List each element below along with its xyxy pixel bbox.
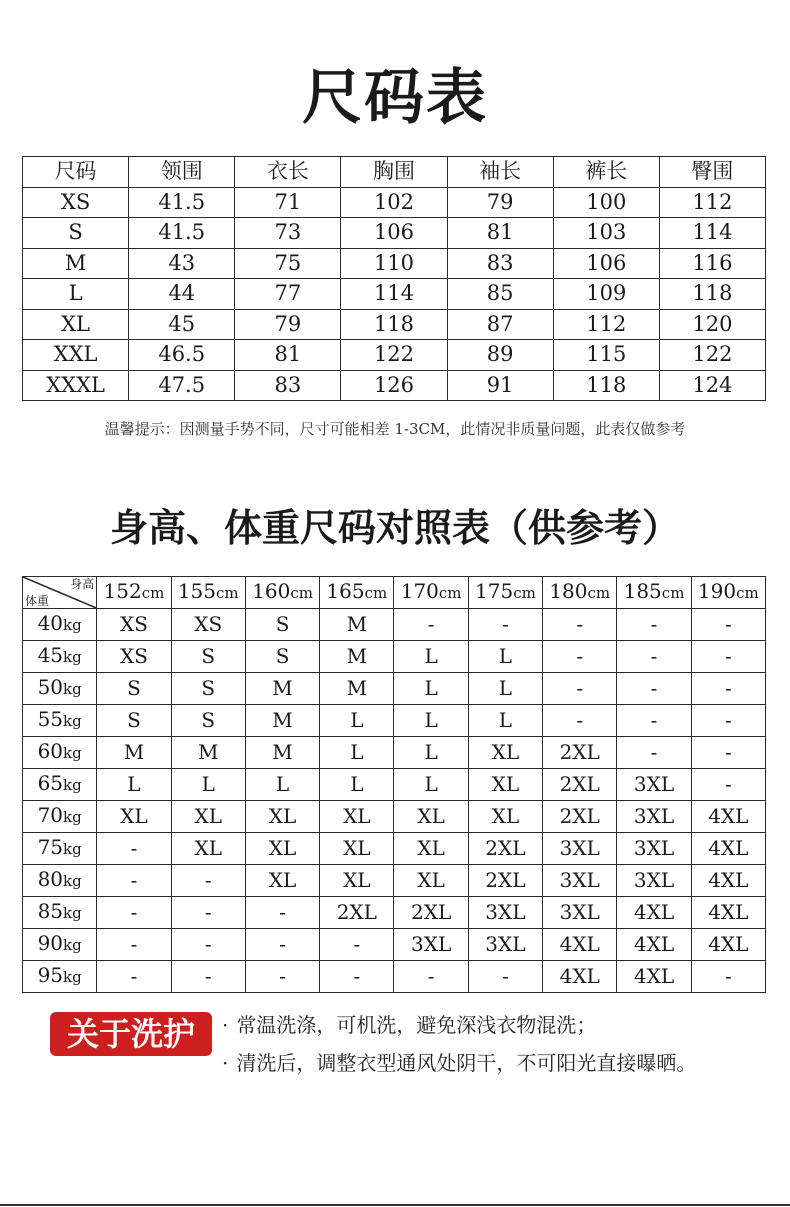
size-table-cell: 114 xyxy=(659,218,765,249)
size-cell: M xyxy=(245,705,319,737)
size-cell: 2XL xyxy=(468,833,542,865)
height-header-cell xyxy=(691,577,765,609)
size-cell: XL xyxy=(468,801,542,833)
weight-value: 75 xyxy=(37,835,64,859)
height-value: 152 xyxy=(103,579,142,603)
height-unit: cm xyxy=(364,584,388,602)
size-cell: S xyxy=(245,609,319,641)
size-cell: L xyxy=(394,673,468,705)
weight-unit: kg xyxy=(63,840,82,858)
size-table-cell: 91 xyxy=(447,370,553,401)
height-weight-table xyxy=(22,576,766,993)
size-cell: L xyxy=(468,641,542,673)
size-cell: 2XL xyxy=(543,737,617,769)
size-table-header-cell: 尺码 xyxy=(23,157,129,188)
size-cell: L xyxy=(468,705,542,737)
size-cell: - xyxy=(320,961,394,993)
size-cell: - xyxy=(691,609,765,641)
size-cell: L xyxy=(320,705,394,737)
weight-unit: kg xyxy=(63,776,82,794)
size-table-cell: 115 xyxy=(553,340,659,371)
size-table-cell: 47.5 xyxy=(129,370,235,401)
height-value: 185 xyxy=(623,579,662,603)
size-cell: XL xyxy=(171,801,245,833)
size-table-cell: 118 xyxy=(341,309,447,340)
size-cell: XL xyxy=(245,833,319,865)
height-value: 155 xyxy=(177,579,217,603)
weight-unit: kg xyxy=(63,968,82,986)
size-cell: 2XL xyxy=(543,801,617,833)
ref-table-row xyxy=(23,705,766,737)
size-table-cell: 122 xyxy=(341,340,447,371)
size-table-cell: XL xyxy=(23,309,129,340)
size-cell: XL xyxy=(394,865,468,897)
ref-table-row xyxy=(23,641,766,673)
weight-unit: kg xyxy=(63,616,82,634)
size-table-cell: 83 xyxy=(447,248,553,279)
size-table-header-cell: 袖长 xyxy=(447,157,553,188)
size-cell: - xyxy=(543,609,617,641)
size-cell: L xyxy=(171,769,245,801)
size-cell: - xyxy=(394,961,468,993)
height-value: 170 xyxy=(400,579,439,603)
size-cell: - xyxy=(691,641,765,673)
size-cell: - xyxy=(543,705,617,737)
size-table-cell: 44 xyxy=(129,279,235,310)
size-cell: - xyxy=(617,609,691,641)
care-badge: 关于洗护 xyxy=(50,1012,212,1056)
ref-table-header-row xyxy=(23,577,766,609)
size-cell: 3XL xyxy=(394,929,468,961)
height-unit: cm xyxy=(141,584,165,602)
size-table-cell: 106 xyxy=(553,248,659,279)
size-cell: XS xyxy=(97,641,171,673)
size-cell: 4XL xyxy=(691,897,765,929)
height-unit: cm xyxy=(438,584,462,602)
weight-cell xyxy=(23,609,97,641)
weight-cell xyxy=(23,641,97,673)
size-cell: 3XL xyxy=(543,833,617,865)
size-cell: S xyxy=(97,673,171,705)
size-cell: 3XL xyxy=(617,833,691,865)
size-cell: 4XL xyxy=(691,865,765,897)
size-table-cell: 73 xyxy=(235,218,341,249)
size-table-header-cell: 胸围 xyxy=(341,157,447,188)
weight-value: 85 xyxy=(37,899,64,923)
size-cell: - xyxy=(171,865,245,897)
size-cell: S xyxy=(171,705,245,737)
weight-value: 55 xyxy=(37,707,64,731)
weight-cell xyxy=(23,801,97,833)
size-cell: - xyxy=(468,609,542,641)
size-table-cell: S xyxy=(23,218,129,249)
size-cell: XL xyxy=(468,737,542,769)
height-unit: cm xyxy=(587,584,611,602)
size-table-header-row xyxy=(23,157,766,188)
size-table-cell: 79 xyxy=(447,187,553,218)
care-line-2 xyxy=(222,1050,696,1076)
size-table-cell: 112 xyxy=(659,187,765,218)
size-table-row xyxy=(23,218,766,249)
size-cell: XL xyxy=(97,801,171,833)
weight-unit: kg xyxy=(63,680,82,698)
weight-unit: kg xyxy=(63,712,82,730)
size-table-row xyxy=(23,340,766,371)
size-cell: - xyxy=(617,673,691,705)
size-cell: 4XL xyxy=(691,801,765,833)
care-text-1: 常温洗涤，可机洗，避免深浅衣物混洗； xyxy=(236,1013,597,1037)
weight-cell xyxy=(23,833,97,865)
ref-table-row xyxy=(23,737,766,769)
size-table-cell: 118 xyxy=(659,279,765,310)
size-cell: XL xyxy=(245,865,319,897)
size-cell: XL xyxy=(394,801,468,833)
size-table-cell: 85 xyxy=(447,279,553,310)
size-cell: S xyxy=(171,641,245,673)
size-cell: XL xyxy=(468,769,542,801)
size-cell: - xyxy=(691,769,765,801)
size-cell: - xyxy=(97,961,171,993)
weight-value: 60 xyxy=(37,739,64,763)
size-cell: - xyxy=(245,961,319,993)
size-cell: XL xyxy=(320,801,394,833)
size-chart-title: 尺码表 xyxy=(302,63,488,133)
size-cell: XL xyxy=(171,833,245,865)
height-header-cell xyxy=(320,577,394,609)
size-table-cell: M xyxy=(23,248,129,279)
size-cell: - xyxy=(468,961,542,993)
height-weight-title: 身高、体重尺码对照表（供参考） xyxy=(109,505,680,550)
size-table-cell: 71 xyxy=(235,187,341,218)
size-cell: L xyxy=(394,737,468,769)
size-table-cell: 110 xyxy=(341,248,447,279)
height-header-cell xyxy=(245,577,319,609)
care-text-2: 清洗后，调整衣型通风处阴干，不可阳光直接曝晒。 xyxy=(236,1051,697,1075)
size-cell: M xyxy=(171,737,245,769)
size-cell: - xyxy=(245,929,319,961)
size-table-cell: 89 xyxy=(447,340,553,371)
size-cell: L xyxy=(245,769,319,801)
size-table xyxy=(22,156,766,401)
size-table-row xyxy=(23,187,766,218)
size-cell: M xyxy=(245,673,319,705)
height-header-cell xyxy=(97,577,171,609)
height-unit: cm xyxy=(216,584,239,602)
ref-table-row xyxy=(23,929,766,961)
size-cell: S xyxy=(245,641,319,673)
weight-cell xyxy=(23,865,97,897)
size-table-cell: 75 xyxy=(235,248,341,279)
size-cell: M xyxy=(320,673,394,705)
size-table-cell: 81 xyxy=(235,340,341,371)
size-cell: 4XL xyxy=(543,929,617,961)
size-table-cell: XXL xyxy=(23,340,129,371)
size-table-cell: 106 xyxy=(341,218,447,249)
size-table-cell: 100 xyxy=(553,187,659,218)
height-header-cell xyxy=(543,577,617,609)
size-table-cell: 124 xyxy=(659,370,765,401)
size-cell: 4XL xyxy=(691,833,765,865)
corner-height-label: 身高 xyxy=(70,577,95,591)
weight-unit: kg xyxy=(63,904,82,922)
bottom-divider xyxy=(0,1204,790,1206)
size-cell: XL xyxy=(320,865,394,897)
size-cell: 3XL xyxy=(617,801,691,833)
size-cell: - xyxy=(691,737,765,769)
weight-value: 50 xyxy=(37,675,64,699)
ref-table-row xyxy=(23,833,766,865)
weight-unit: kg xyxy=(63,744,82,762)
size-cell: L xyxy=(394,705,468,737)
height-value: 190 xyxy=(697,579,737,603)
height-value: 180 xyxy=(549,579,588,603)
size-cell: - xyxy=(97,897,171,929)
size-cell: 2XL xyxy=(468,865,542,897)
size-cell: XL xyxy=(320,833,394,865)
size-table-header-cell: 领围 xyxy=(129,157,235,188)
height-unit: cm xyxy=(513,584,536,602)
size-table-cell: 109 xyxy=(553,279,659,310)
weight-value: 65 xyxy=(37,771,64,795)
size-cell: M xyxy=(320,609,394,641)
size-cell: - xyxy=(617,641,691,673)
height-header-cell xyxy=(617,577,691,609)
size-table-cell: 112 xyxy=(553,309,659,340)
weight-value: 95 xyxy=(37,963,64,987)
height-value: 160 xyxy=(252,579,291,603)
weight-value: 40 xyxy=(37,611,64,635)
size-cell: XS xyxy=(171,609,245,641)
size-cell: 2XL xyxy=(394,897,468,929)
size-cell: - xyxy=(394,609,468,641)
size-cell: 4XL xyxy=(543,961,617,993)
weight-value: 45 xyxy=(37,643,64,667)
size-cell: - xyxy=(245,897,319,929)
size-cell: L xyxy=(320,737,394,769)
size-table-cell: 120 xyxy=(659,309,765,340)
weight-cell xyxy=(23,897,97,929)
weight-cell xyxy=(23,737,97,769)
size-cell: L xyxy=(468,673,542,705)
height-header-cell xyxy=(171,577,245,609)
size-cell: 4XL xyxy=(617,897,691,929)
size-cell: - xyxy=(691,961,765,993)
weight-unit: kg xyxy=(63,648,82,666)
weight-value: 90 xyxy=(37,931,64,955)
size-cell: 3XL xyxy=(468,929,542,961)
size-table-cell: 81 xyxy=(447,218,553,249)
height-value: 165 xyxy=(326,579,365,603)
weight-value: 80 xyxy=(37,867,64,891)
bullet-icon: · xyxy=(222,1051,229,1075)
size-cell: M xyxy=(97,737,171,769)
size-cell: 2XL xyxy=(543,769,617,801)
corner-weight-label: 体重 xyxy=(25,594,50,608)
size-table-cell: 43 xyxy=(129,248,235,279)
size-table-cell: 77 xyxy=(235,279,341,310)
size-table-cell: 103 xyxy=(553,218,659,249)
size-cell: 3XL xyxy=(543,865,617,897)
size-cell: - xyxy=(97,865,171,897)
size-table-cell: 45 xyxy=(129,309,235,340)
ref-table-row xyxy=(23,897,766,929)
size-cell: XL xyxy=(394,833,468,865)
size-cell: - xyxy=(97,833,171,865)
size-table-cell: 102 xyxy=(341,187,447,218)
size-cell: - xyxy=(543,673,617,705)
size-table-cell: XXXL xyxy=(23,370,129,401)
size-cell: M xyxy=(320,641,394,673)
size-table-cell: L xyxy=(23,279,129,310)
weight-value: 70 xyxy=(37,803,64,827)
size-table-cell: 87 xyxy=(447,309,553,340)
weight-unit: kg xyxy=(63,808,82,826)
size-cell: 3XL xyxy=(617,865,691,897)
size-table-header-cell: 衣长 xyxy=(235,157,341,188)
size-cell: S xyxy=(171,673,245,705)
size-table-row xyxy=(23,279,766,310)
size-cell: L xyxy=(320,769,394,801)
ref-table-row xyxy=(23,769,766,801)
weight-unit: kg xyxy=(63,936,82,954)
height-unit: cm xyxy=(290,584,313,602)
size-cell: - xyxy=(171,929,245,961)
measurement-tip: 温馨提示：因测量手势不同，尺寸可能相差 1-3CM，此情况非质量问题，此表仅做参考 xyxy=(104,420,686,438)
size-table-cell: XS xyxy=(23,187,129,218)
ref-table-row xyxy=(23,961,766,993)
ref-table-row xyxy=(23,865,766,897)
size-cell: XL xyxy=(245,801,319,833)
size-cell: S xyxy=(97,705,171,737)
size-cell: 3XL xyxy=(543,897,617,929)
weight-cell xyxy=(23,673,97,705)
size-cell: L xyxy=(394,641,468,673)
weight-cell xyxy=(23,705,97,737)
size-table-row xyxy=(23,370,766,401)
size-cell: XS xyxy=(97,609,171,641)
size-cell: - xyxy=(171,961,245,993)
weight-cell xyxy=(23,769,97,801)
size-cell: - xyxy=(543,641,617,673)
ref-table-row xyxy=(23,801,766,833)
size-table-cell: 126 xyxy=(341,370,447,401)
size-cell: L xyxy=(97,769,171,801)
size-table-cell: 114 xyxy=(341,279,447,310)
size-table-cell: 46.5 xyxy=(129,340,235,371)
size-cell: 4XL xyxy=(617,929,691,961)
size-cell: - xyxy=(320,929,394,961)
size-table-row xyxy=(23,309,766,340)
size-table-header-cell: 臀围 xyxy=(659,157,765,188)
size-table-cell: 79 xyxy=(235,309,341,340)
height-header-cell xyxy=(394,577,468,609)
size-cell: 3XL xyxy=(468,897,542,929)
care-line-1 xyxy=(222,1012,596,1038)
size-table-cell: 41.5 xyxy=(129,187,235,218)
size-cell: 3XL xyxy=(617,769,691,801)
size-cell: - xyxy=(691,705,765,737)
size-cell: 4XL xyxy=(691,929,765,961)
size-cell: - xyxy=(617,737,691,769)
size-table-cell: 122 xyxy=(659,340,765,371)
height-unit: cm xyxy=(736,584,759,602)
size-table-header-cell: 裤长 xyxy=(553,157,659,188)
height-unit: cm xyxy=(661,584,685,602)
size-cell: L xyxy=(394,769,468,801)
ref-table-row xyxy=(23,673,766,705)
size-cell: - xyxy=(691,673,765,705)
height-value: 175 xyxy=(475,579,514,603)
size-table-cell: 118 xyxy=(553,370,659,401)
weight-unit: kg xyxy=(63,872,82,890)
weight-cell xyxy=(23,929,97,961)
size-cell: - xyxy=(171,897,245,929)
size-table-cell: 83 xyxy=(235,370,341,401)
size-cell: - xyxy=(617,705,691,737)
size-cell: - xyxy=(97,929,171,961)
height-header-cell xyxy=(468,577,542,609)
bullet-icon: · xyxy=(222,1013,229,1037)
weight-cell xyxy=(23,961,97,993)
size-cell: 4XL xyxy=(617,961,691,993)
size-cell: 2XL xyxy=(320,897,394,929)
ref-table-row xyxy=(23,609,766,641)
ref-table-corner-cell xyxy=(23,577,97,609)
size-cell: M xyxy=(245,737,319,769)
size-table-cell: 41.5 xyxy=(129,218,235,249)
size-table-cell: 116 xyxy=(659,248,765,279)
size-table-row xyxy=(23,248,766,279)
